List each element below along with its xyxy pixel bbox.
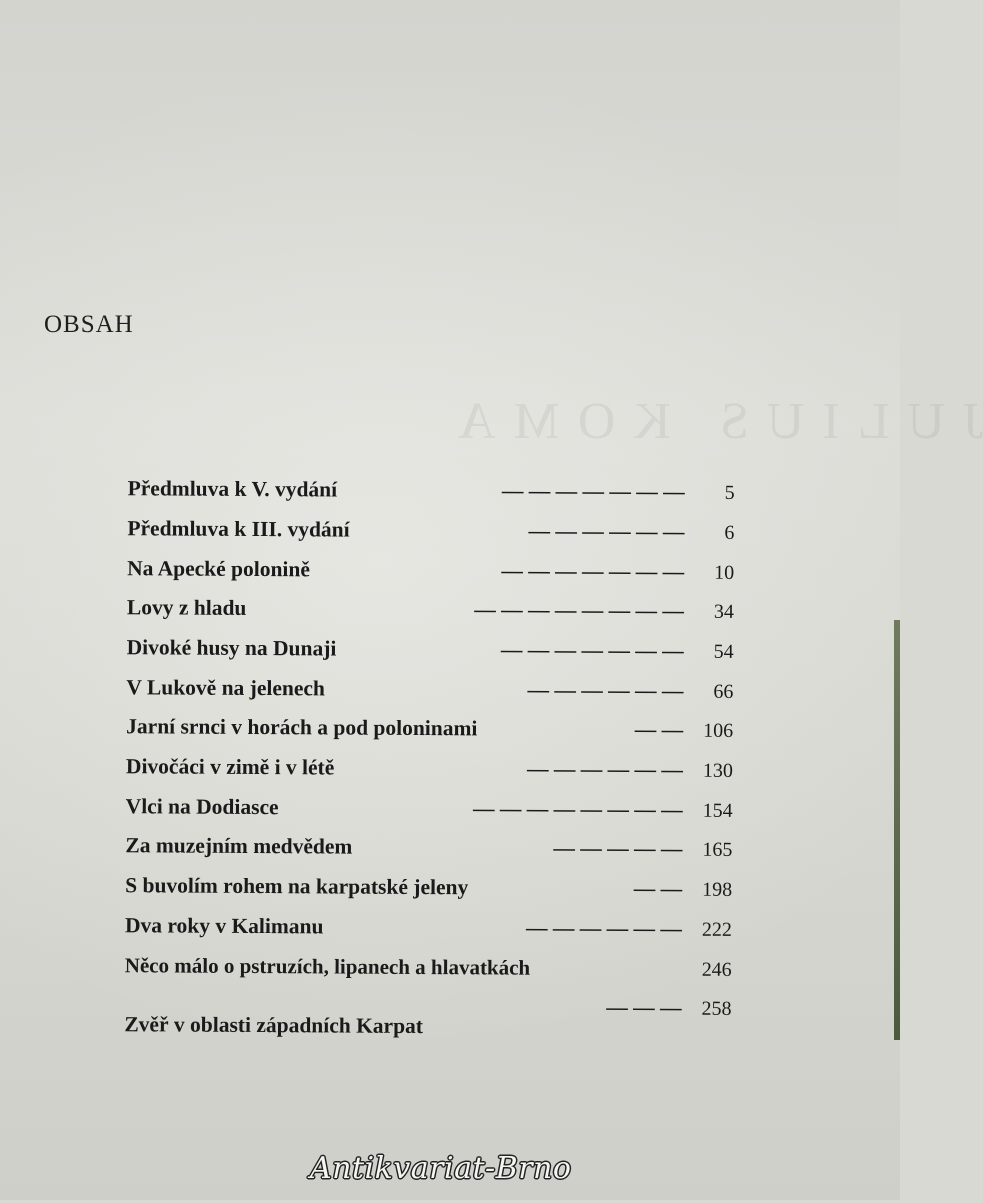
entry-title: S buvolím rohem na karpatské jeleny [125, 873, 469, 900]
entry-page-number: 130 [702, 759, 734, 782]
dash-leader: — — — [606, 995, 682, 1020]
toc-entry [126, 675, 733, 711]
entry-page-number: 106 [703, 719, 734, 742]
toc-entry [125, 833, 732, 869]
dash-leader: — — — — — — — [500, 637, 684, 663]
dash-leader [530, 975, 696, 976]
toc-entry [127, 556, 734, 592]
toc-entry [128, 476, 735, 512]
dash-leader: — — — — — — [527, 756, 684, 782]
entry-title: Divoké husy na Dunaji [126, 635, 337, 661]
show-through-text: JULIUS KOMA [440, 393, 983, 450]
toc-entry [126, 794, 733, 830]
entry-title: Vlci na Dodiasce [125, 794, 279, 820]
dash-leader: — — — — — [553, 835, 683, 861]
entry-title: Zvěř v oblasti západních Karpat [124, 1012, 424, 1039]
entry-title: Předmluva k III. vydání [127, 516, 350, 542]
toc-entry [125, 873, 732, 909]
dash-leader: — — — — — — — — [474, 597, 684, 623]
toc-entry [127, 595, 734, 631]
entry-title: V Lukově na jelenech [126, 675, 326, 701]
entry-title: Lovy z hladu [126, 595, 247, 620]
dash-leader: — — — — — — — [501, 558, 685, 584]
toc-entry [124, 992, 732, 1039]
dash-leader: — — [634, 717, 684, 742]
entry-title: Předmluva k V. vydání [127, 476, 338, 502]
entry-page-number: 222 [701, 918, 733, 941]
dash-leader: — — — — — — [526, 915, 683, 941]
toc-entry [126, 714, 733, 750]
dash-leader: — — — — — — [528, 518, 685, 544]
dash-leader: — — — — — — — — [473, 796, 683, 822]
toc-entry [126, 754, 733, 790]
toc-entry [127, 516, 734, 552]
entry-page-number: 258 [701, 997, 732, 1020]
entry-page-number: 66 [713, 680, 734, 703]
dash-leader: — — — — — — — [501, 478, 685, 504]
entry-page-number: 154 [702, 799, 733, 822]
entry-title: Dva roky v Kalimanu [124, 913, 324, 939]
entry-title: Divočáci v zimě i v létě [125, 754, 335, 780]
entry-page-number: 34 [713, 600, 734, 623]
dash-leader: — — [633, 876, 683, 901]
dash-leader: — — — — — — [527, 677, 684, 703]
entry-title: Na Apecké polonině [127, 556, 311, 582]
entry-page-number: 246 [701, 958, 732, 981]
entry-title: Něco málo o pstruzích, lipanech a hlavatkách [124, 953, 531, 980]
toc-entry [127, 635, 734, 671]
entry-page-number: 54 [713, 640, 734, 663]
entry-page-number: 198 [702, 878, 733, 901]
watermark-text: Antikvariat-Brno [310, 1151, 572, 1186]
entry-title: Za muzejním medvědem [125, 833, 353, 859]
toc-entry [125, 913, 732, 949]
entry-page-number: 165 [702, 838, 733, 861]
entry-page-number: 6 [724, 521, 735, 544]
entry-page-number: 5 [724, 481, 735, 504]
page-title: OBSAH [44, 311, 134, 338]
toc-entry [125, 953, 732, 989]
entry-page-number: 10 [714, 561, 735, 584]
entry-title: Jarní srnci v horách a pod poloninami [126, 714, 478, 741]
